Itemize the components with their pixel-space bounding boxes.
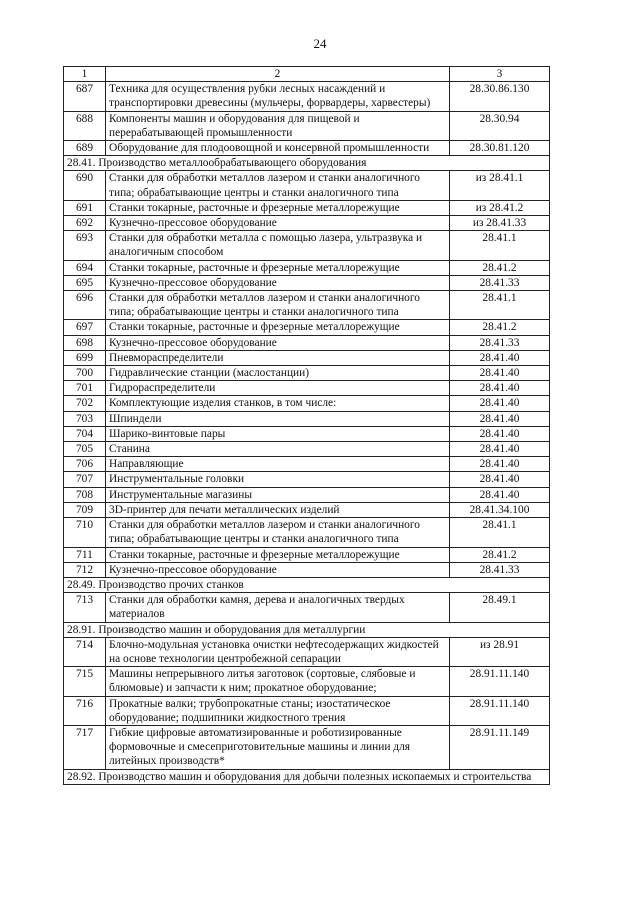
item-code: 28.41.2 bbox=[450, 260, 550, 275]
item-name: Станки для обработки металлов лазером и станки аналогичного типа; обрабатывающие центры и станки аналогичного типа bbox=[106, 518, 450, 547]
table-row bbox=[64, 141, 550, 156]
row-number: 687 bbox=[64, 82, 106, 111]
table-row bbox=[64, 216, 550, 231]
section-row bbox=[64, 577, 550, 592]
row-number: 712 bbox=[64, 562, 106, 577]
table-row bbox=[64, 472, 550, 487]
header-col-1: 1 bbox=[64, 67, 106, 82]
item-name: Гидрораспределители bbox=[106, 381, 450, 396]
item-code: 28.41.1 bbox=[450, 231, 550, 260]
item-name: Инструментальные головки bbox=[106, 472, 450, 487]
item-code: 28.49.1 bbox=[450, 593, 550, 622]
row-number: 706 bbox=[64, 457, 106, 472]
item-name: Оборудование для плодоовощной и консервной промышленности bbox=[106, 141, 450, 156]
item-name: Гидравлические станции (маслостанции) bbox=[106, 366, 450, 381]
row-number: 713 bbox=[64, 593, 106, 622]
table-row bbox=[64, 260, 550, 275]
item-code: из 28.91 bbox=[450, 637, 550, 666]
row-number: 700 bbox=[64, 366, 106, 381]
item-code: 28.41.1 bbox=[450, 518, 550, 547]
table-header-row bbox=[64, 67, 550, 82]
row-number: 701 bbox=[64, 381, 106, 396]
item-code: 28.41.40 bbox=[450, 350, 550, 365]
item-name: Станки для обработки металла с помощью лазера, ультразвука и аналогичным способом bbox=[106, 231, 450, 260]
row-number: 715 bbox=[64, 667, 106, 696]
item-name: Инструментальные магазины bbox=[106, 487, 450, 502]
table-row bbox=[64, 457, 550, 472]
item-name: Станки для обработки металлов лазером и станки аналогичного типа; обрабатывающие центры и станки аналогичного типа bbox=[106, 171, 450, 200]
item-name: Комплектующие изделия станков, в том числе: bbox=[106, 396, 450, 411]
item-code: 28.91.11.149 bbox=[450, 725, 550, 769]
item-name: Станки токарные, расточные и фрезерные металлорежущие bbox=[106, 260, 450, 275]
table-body bbox=[64, 82, 550, 785]
table-row bbox=[64, 426, 550, 441]
table-row bbox=[64, 82, 550, 111]
section-title: 28.92. Производство машин и оборудования для добычи полезных ископаемых и строительства bbox=[64, 769, 550, 784]
table-row bbox=[64, 200, 550, 215]
header-col-2: 2 bbox=[106, 67, 450, 82]
item-code: 28.41.40 bbox=[450, 472, 550, 487]
item-name: Блочно-модульная установка очистки нефтесодержащих жидкостей на основе технологии центробежной сепарации bbox=[106, 637, 450, 666]
table-row bbox=[64, 275, 550, 290]
table-row bbox=[64, 547, 550, 562]
section-title: 28.49. Производство прочих станков bbox=[64, 577, 550, 592]
row-number: 703 bbox=[64, 411, 106, 426]
row-number: 690 bbox=[64, 171, 106, 200]
item-name: Кузнечно-прессовое оборудование bbox=[106, 275, 450, 290]
item-name: Техника для осуществления рубки лесных насаждений и транспортировки древесины (мульчеры, форвардеры, харвестеры) bbox=[106, 82, 450, 111]
row-number: 693 bbox=[64, 231, 106, 260]
item-code: 28.41.40 bbox=[450, 381, 550, 396]
table-row bbox=[64, 442, 550, 457]
item-code: 28.41.40 bbox=[450, 366, 550, 381]
table-row bbox=[64, 411, 550, 426]
table-row bbox=[64, 562, 550, 577]
table-row bbox=[64, 637, 550, 666]
item-name: Машины непрерывного литья заготовок (сортовые, слябовые и блюмовые) и запчасти к ним; прокатное оборудование; bbox=[106, 667, 450, 696]
item-name: Шпиндели bbox=[106, 411, 450, 426]
table-row bbox=[64, 381, 550, 396]
table-row bbox=[64, 366, 550, 381]
row-number: 710 bbox=[64, 518, 106, 547]
row-number: 694 bbox=[64, 260, 106, 275]
row-number: 702 bbox=[64, 396, 106, 411]
item-name: Станки токарные, расточные и фрезерные металлорежущие bbox=[106, 200, 450, 215]
item-code: 28.41.2 bbox=[450, 547, 550, 562]
row-number: 688 bbox=[64, 111, 106, 140]
item-code: 28.41.40 bbox=[450, 487, 550, 502]
item-name: Станки для обработки металлов лазером и станки аналогичного типа; обрабатывающие центры и станки аналогичного типа bbox=[106, 291, 450, 320]
row-number: 696 bbox=[64, 291, 106, 320]
section-row bbox=[64, 622, 550, 637]
table-row bbox=[64, 320, 550, 335]
item-code: 28.30.81.120 bbox=[450, 141, 550, 156]
table-row bbox=[64, 335, 550, 350]
item-name: Компоненты машин и оборудования для пищевой и перерабатывающей промышленности bbox=[106, 111, 450, 140]
item-name: Станки для обработки камня, дерева и аналогичных твердых материалов bbox=[106, 593, 450, 622]
row-number: 699 bbox=[64, 350, 106, 365]
item-code: 28.41.40 bbox=[450, 457, 550, 472]
item-name: Кузнечно-прессовое оборудование bbox=[106, 335, 450, 350]
item-name: Пневмораспределители bbox=[106, 350, 450, 365]
item-name: Станки токарные, расточные и фрезерные металлорежущие bbox=[106, 320, 450, 335]
item-code: 28.41.2 bbox=[450, 320, 550, 335]
row-number: 695 bbox=[64, 275, 106, 290]
row-number: 709 bbox=[64, 502, 106, 517]
table-row bbox=[64, 667, 550, 696]
item-code: 28.41.33 bbox=[450, 335, 550, 350]
item-code: из 28.41.2 bbox=[450, 200, 550, 215]
item-code: 28.41.40 bbox=[450, 426, 550, 441]
item-name: Кузнечно-прессовое оборудование bbox=[106, 216, 450, 231]
item-code: 28.91.11.140 bbox=[450, 696, 550, 725]
header-col-3: 3 bbox=[450, 67, 550, 82]
item-code: 28.30.86.130 bbox=[450, 82, 550, 111]
row-number: 691 bbox=[64, 200, 106, 215]
table-row bbox=[64, 487, 550, 502]
row-number: 707 bbox=[64, 472, 106, 487]
row-number: 704 bbox=[64, 426, 106, 441]
row-number: 692 bbox=[64, 216, 106, 231]
table-row bbox=[64, 518, 550, 547]
item-code: 28.41.34.100 bbox=[450, 502, 550, 517]
item-code: из 28.41.1 bbox=[450, 171, 550, 200]
row-number: 689 bbox=[64, 141, 106, 156]
item-code: 28.41.33 bbox=[450, 275, 550, 290]
table-row bbox=[64, 111, 550, 140]
item-code: 28.41.40 bbox=[450, 442, 550, 457]
table-row bbox=[64, 696, 550, 725]
table-row bbox=[64, 350, 550, 365]
item-code: 28.41.33 bbox=[450, 562, 550, 577]
item-name: Кузнечно-прессовое оборудование bbox=[106, 562, 450, 577]
row-number: 717 bbox=[64, 725, 106, 769]
row-number: 705 bbox=[64, 442, 106, 457]
page-number: 24 bbox=[313, 36, 327, 51]
table-row bbox=[64, 396, 550, 411]
item-code: 28.30.94 bbox=[450, 111, 550, 140]
item-name: Направляющие bbox=[106, 457, 450, 472]
item-code: 28.41.40 bbox=[450, 411, 550, 426]
item-code: 28.41.1 bbox=[450, 291, 550, 320]
item-name: 3D-принтер для печати металлических изделий bbox=[106, 502, 450, 517]
row-number: 698 bbox=[64, 335, 106, 350]
section-row bbox=[64, 769, 550, 784]
row-number: 708 bbox=[64, 487, 106, 502]
row-number: 714 bbox=[64, 637, 106, 666]
equipment-table bbox=[63, 66, 550, 785]
item-name: Гибкие цифровые автоматизированные и роботизированные формовочные и смесеприготовительные машины и линии для литейных производств* bbox=[106, 725, 450, 769]
table-row bbox=[64, 231, 550, 260]
table-row bbox=[64, 502, 550, 517]
item-name: Станина bbox=[106, 442, 450, 457]
section-title: 28.91. Производство машин и оборудования для металлургии bbox=[64, 622, 550, 637]
item-code: 28.91.11.140 bbox=[450, 667, 550, 696]
item-name: Прокатные валки; трубопрокатные станы; изостатическое оборудование; подшипники жидкостного трения bbox=[106, 696, 450, 725]
item-name: Станки токарные, расточные и фрезерные металлорежущие bbox=[106, 547, 450, 562]
row-number: 711 bbox=[64, 547, 106, 562]
table-row bbox=[64, 171, 550, 200]
item-code: 28.41.40 bbox=[450, 396, 550, 411]
table-row bbox=[64, 291, 550, 320]
row-number: 697 bbox=[64, 320, 106, 335]
item-name: Шарико-винтовые пары bbox=[106, 426, 450, 441]
item-code: из 28.41.33 bbox=[450, 216, 550, 231]
table-row bbox=[64, 593, 550, 622]
table-row bbox=[64, 725, 550, 769]
section-row bbox=[64, 156, 550, 171]
section-title: 28.41. Производство металлообрабатывающего оборудования bbox=[64, 156, 550, 171]
row-number: 716 bbox=[64, 696, 106, 725]
